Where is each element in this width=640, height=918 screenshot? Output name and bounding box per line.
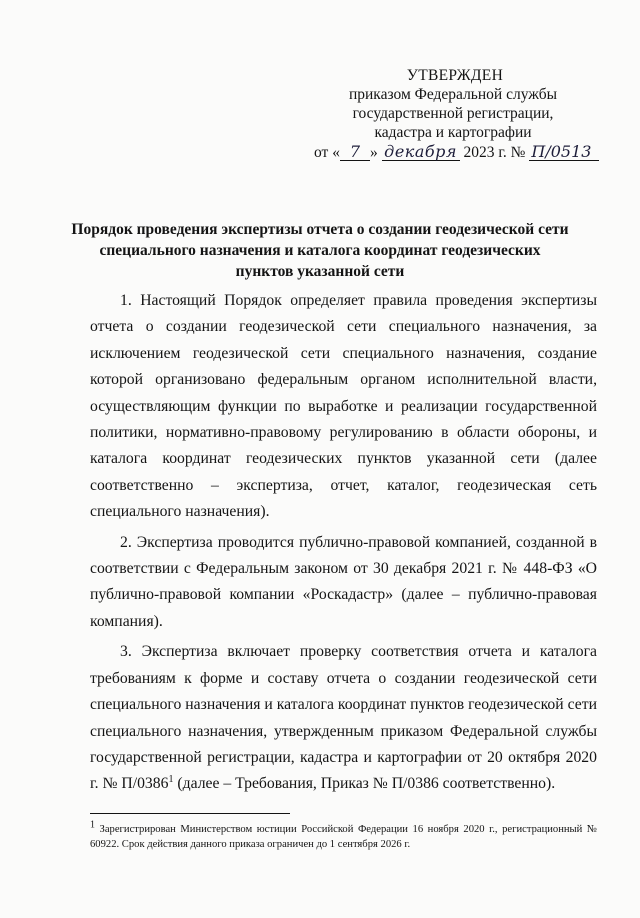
footnote-divider (90, 813, 290, 814)
paragraph-3-tail: (далее – Требования, Приказ № П/0386 соответственно). (173, 775, 556, 793)
document-body (90, 288, 597, 798)
approval-heading: УТВЕРЖДЕН (406, 67, 504, 84)
handwritten-order-number: П/0513 (529, 144, 599, 161)
handwritten-day: 7 (340, 144, 370, 161)
footnote-mark: 1 (90, 819, 95, 831)
paragraph-3 (90, 639, 597, 797)
approval-block (300, 66, 600, 162)
year-text: 2023 г. № (463, 144, 526, 161)
footnote-reference: 1 (168, 774, 174, 786)
approval-line-3: кадастра и картографии (374, 124, 532, 141)
footnote (90, 819, 597, 852)
approval-date-line (314, 143, 600, 162)
handwritten-month: декабря (382, 144, 460, 161)
footnote-text: Зарегистрирован Министерством юстиции Российской Федерации 16 ноября 2020 г., регистрационный № 60922. Срок действия данного приказа ограничен до 1 сентября 2026 г. (90, 824, 597, 850)
paragraph-2: 2. Экспертиза проводится публично-правовой компанией, созданной в соответствии с Федеральным законом от 30 декабря 2021 г. № 448-ФЗ «О публично-правовой компании «Роскадастр» (далее – публично-правовая компания). (90, 533, 597, 630)
approval-line-2: государственной регистрации, (352, 105, 554, 122)
paragraph-3-text: 3. Экспертиза включает проверку соответствия отчета и каталога требованиям к форме и составу отчета о создании геодезической сети специального назначения и каталога координат пунктов геодезической сети специального назначения, утвержденным приказом Федеральной службы государственной регистрации, кадастра и картографии от 20 октября 2020 г. № П/0386 (90, 643, 597, 793)
paragraph-1: 1. Настоящий Порядок определяет правила проведения экспертизы отчета о создании геодезической сети специального назначения, за исключением геодезической сети специального назначения, создание которой организовано федеральным органом исполнительной власти, осуществляющим функции по выработке и реализации государственной политики, нормативно-правовому регулированию в области обороны, и каталога координат геодезических пунктов указанной сети (далее соответственно – экспертиза, отчет, каталог, геодезическая сеть специального назначения). (90, 292, 597, 521)
date-prefix: от « (314, 144, 340, 161)
approval-line-1: приказом Федеральной службы (348, 86, 558, 103)
date-mid: » (369, 144, 378, 161)
document-title: Порядок проведения экспертизы отчета о создании геодезической сети специального назначения и каталога координат геодезических пунктов указанной сети (71, 221, 569, 280)
